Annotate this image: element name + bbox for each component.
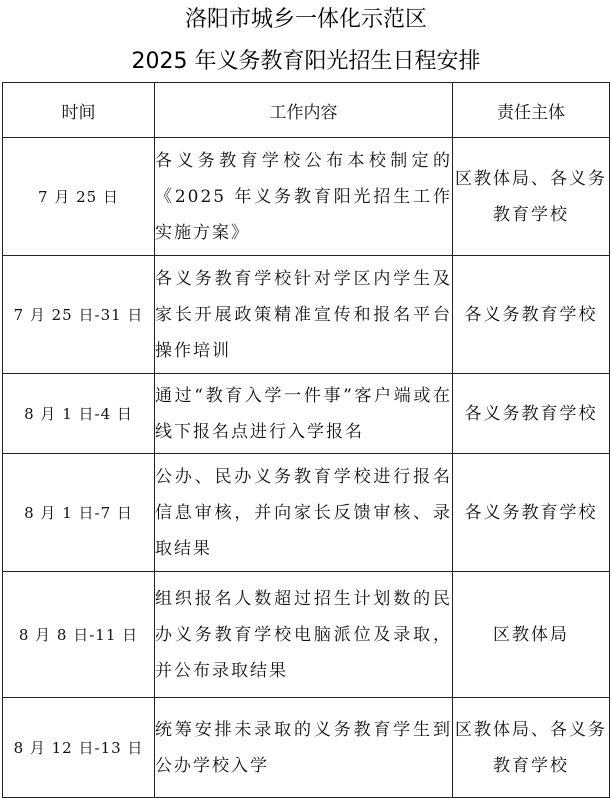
row-time: 7 月 25 日 xyxy=(3,138,155,256)
schedule-table xyxy=(2,82,610,798)
row-time: 8 月 1 日-7 日 xyxy=(3,454,155,572)
row-owner: 区教体局、各义务教育学校 xyxy=(453,138,610,256)
table-row xyxy=(3,256,610,374)
row-time: 7 月 25 日-31 日 xyxy=(3,256,155,374)
row-time: 8 月 12 日-13 日 xyxy=(3,698,155,798)
row-owner: 区教体局、各义务教育学校 xyxy=(453,698,610,798)
row-content: 通过“教育入学一件事”客户端或在线下报名点进行入学报名 xyxy=(155,374,453,454)
row-owner: 各义务教育学校 xyxy=(453,454,610,572)
row-owner: 各义务教育学校 xyxy=(453,256,610,374)
table-row xyxy=(3,374,610,454)
table-row xyxy=(3,572,610,698)
table-row xyxy=(3,698,610,798)
document-title-line-1: 洛阳市城乡一体化示范区 xyxy=(184,7,427,32)
table-row xyxy=(3,138,610,256)
row-time: 8 月 8 日-11 日 xyxy=(3,572,155,698)
row-content: 各义务教育学校公布本校制定的《2025 年义务教育阳光招生工作实施方案》 xyxy=(155,138,453,256)
row-owner: 各义务教育学校 xyxy=(453,374,610,454)
document-title-line-2: 2025 年义务教育阳光招生日程安排 xyxy=(131,49,481,74)
row-content: 组织报名人数超过招生计划数的民办义务教育学校电脑派位及录取，并公布录取结果 xyxy=(155,572,453,698)
row-content: 公办、民办义务教育学校进行报名信息审核，并向家长反馈审核、录取结果 xyxy=(155,454,453,572)
row-time: 8 月 1 日-4 日 xyxy=(3,374,155,454)
header-time: 时间 xyxy=(3,83,155,138)
header-content: 工作内容 xyxy=(155,83,453,138)
row-owner: 区教体局 xyxy=(453,572,610,698)
row-content: 统筹安排未录取的义务教育学生到公办学校入学 xyxy=(155,698,453,798)
table-row xyxy=(3,454,610,572)
header-owner: 责任主体 xyxy=(453,83,610,138)
row-content: 各义务教育学校针对学区内学生及家长开展政策精准宣传和报名平台操作培训 xyxy=(155,256,453,374)
table-header-row xyxy=(3,83,610,138)
